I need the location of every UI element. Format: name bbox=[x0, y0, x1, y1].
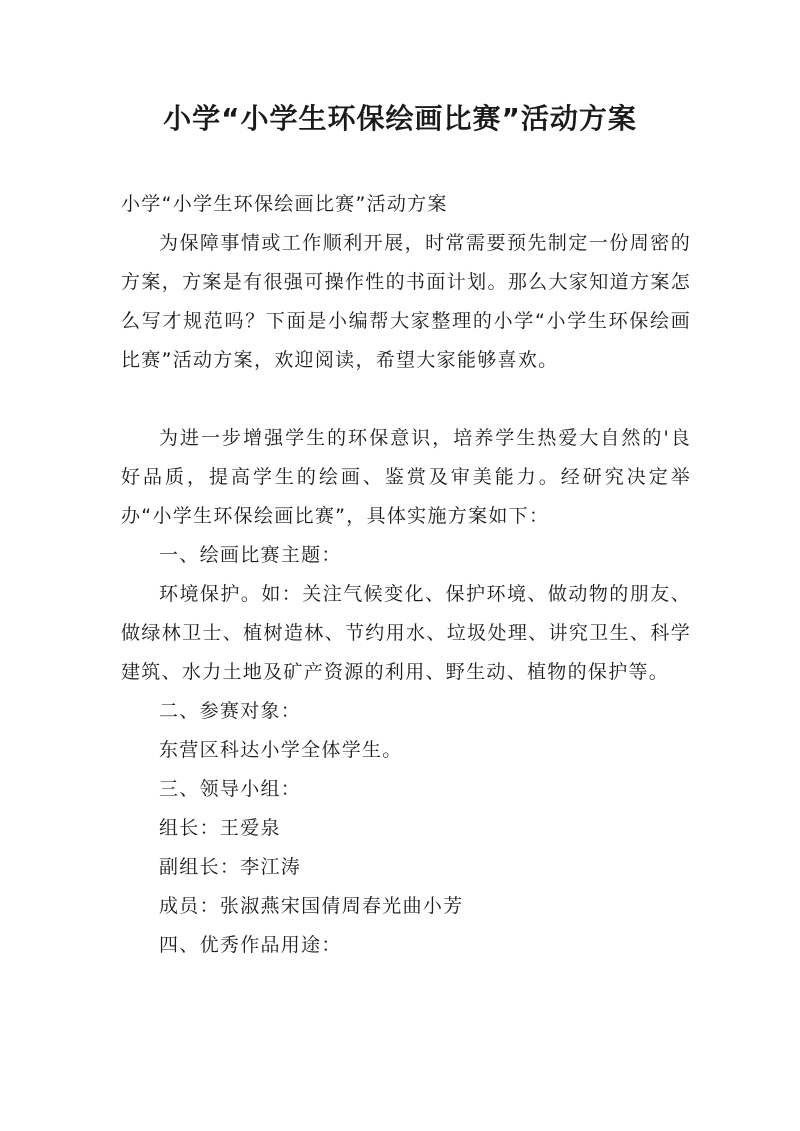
section-1-body: 环境保护。如：关注气候变化、保护环境、做动物的朋友、做绿林卫士、植树造林、节约用水、垃圾处理、讲究卫生、科学建筑、水力土地及矿产资源的利用、野生动、植物的保护等。 bbox=[121, 583, 691, 683]
section-2-heading: 二、参赛对象： bbox=[159, 700, 302, 722]
vice-leader-line: 副组长：李江涛 bbox=[159, 856, 302, 878]
intro-paragraph: 为保障事情或工作顺利开展，时常需要预先制定一份周密的方案，方案是有很强可操作性的书面计划。那么大家知道方案怎么写才规范吗？下面是小编帮大家整理的小学“小学生环保绘画比赛”活动方案，欢迎阅读，希望大家能够喜欢。 bbox=[121, 232, 691, 371]
section-2-body: 东营区科达小学全体学生。 bbox=[159, 739, 403, 761]
members-line: 成员：张淑燕宋国倩周春光曲小芳 bbox=[159, 895, 464, 917]
section-1-heading: 一、绘画比赛主题： bbox=[159, 544, 342, 566]
section-3-heading: 三、领导小组： bbox=[159, 778, 302, 800]
document-subtitle: 小学“小学生环保绘画比赛”活动方案 bbox=[121, 193, 448, 215]
section-4-heading: 四、优秀作品用途： bbox=[159, 934, 342, 956]
document-title: 小学“小学生环保绘画比赛”活动方案 bbox=[163, 102, 637, 135]
document-body bbox=[121, 185, 691, 965]
leader-line: 组长：王爱泉 bbox=[159, 817, 281, 839]
purpose-paragraph: 为进一步增强学生的环保意识，培养学生热爱大自然的'良好品质，提高学生的绘画、鉴赏及审美能力。经研究决定举办“小学生环保绘画比赛”，具体实施方案如下： bbox=[121, 427, 691, 527]
